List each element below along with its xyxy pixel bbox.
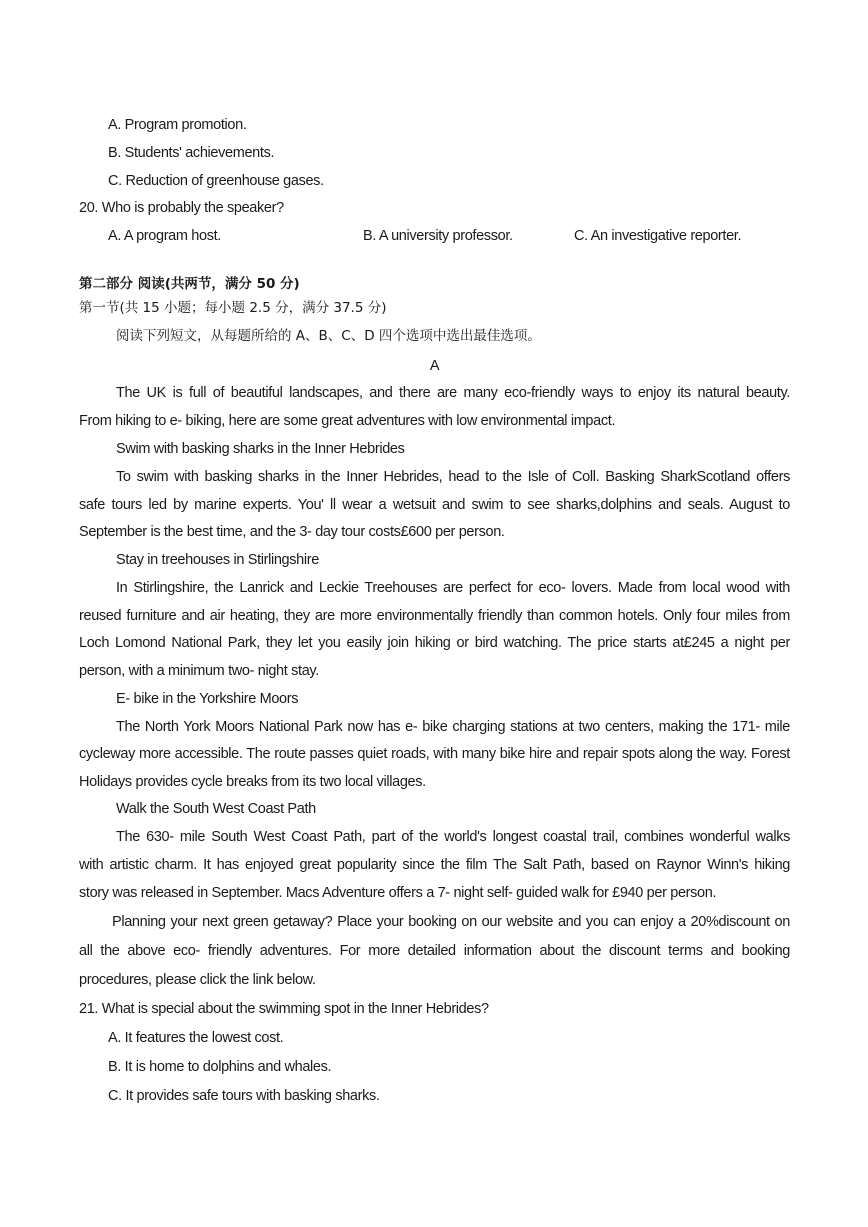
q20-option-b: B. A university professor. (363, 228, 513, 244)
section1-heading: 第一节(共 15 小题；每小题 2.5 分，满分 37.5 分) (79, 300, 387, 316)
passage-label: A (429, 358, 440, 374)
swim-para-line-1: To swim with basking sharks in the Inner Hebrides, head to the Isle of Coll. Basking SharkScotland offers (116, 469, 790, 485)
q19-option-c: C. Reduction of greenhouse gases. (108, 173, 324, 189)
q20-option-c: C. An investigative reporter. (574, 228, 742, 244)
treehouse-para-line-1: In Stirlingshire, the Lanrick and Leckie Treehouses are perfect for eco- lovers. Made from local wood with (116, 580, 790, 596)
swim-para-line-3: September is the best time, and the 3- day tour costs£600 per person. (79, 524, 505, 540)
passage-intro-line-1: The UK is full of beautiful landscapes, and there are many eco-friendly ways to enjoy its natural beauty. (116, 385, 790, 401)
coast-para-line-1: The 630- mile South West Coast Path, part of the world's longest coastal trail, combines wonderful walks (116, 829, 790, 845)
subheading-coast-path: Walk the South West Coast Path (116, 801, 316, 817)
closing-para-line-1: Planning your next green getaway? Place your booking on our website and you can enjoy a 20%discount on (112, 914, 790, 930)
q19-option-b: B. Students' achievements. (108, 145, 275, 161)
ebike-para-line-1: The North York Moors National Park now has e- bike charging stations at two centers, making the 171- mile (116, 719, 790, 735)
ebike-para-line-3: Holidays provides cycle breaks from its two local villages. (79, 774, 426, 790)
swim-para-line-2: safe tours led by marine experts. You' ll wear a wetsuit and swim to see sharks,dolphins and seals. August to (79, 497, 790, 513)
q19-option-a: A. Program promotion. (108, 117, 247, 133)
treehouse-para-line-4: person, with a minimum two- night stay. (79, 663, 319, 679)
q20-question: 20. Who is probably the speaker? (79, 200, 284, 216)
part2-title: 第二部分 阅读(共两节，满分 50 分) (79, 276, 300, 292)
q21-option-b: B. It is home to dolphins and whales. (108, 1059, 332, 1075)
closing-para-line-2: all the above eco- friendly adventures. For more detailed information about the discount terms and booking (79, 943, 790, 959)
coast-para-line-3: story was released in September. Macs Adventure offers a 7- night self- guided walk for £940 per person. (79, 885, 717, 901)
q21-question: 21. What is special about the swimming spot in the Inner Hebrides? (79, 1001, 489, 1017)
reading-instruction: 阅读下列短文，从每题所给的 A、B、C、D 四个选项中选出最佳选项。 (116, 328, 541, 344)
closing-para-line-3: procedures, please click the link below. (79, 972, 316, 988)
coast-para-line-2: with artistic charm. It has enjoyed great popularity since the film The Salt Path, based on Raynor Winn's hiking (79, 857, 790, 873)
subheading-swim: Swim with basking sharks in the Inner Hebrides (116, 441, 405, 457)
passage-intro-line-2: From hiking to e- biking, here are some great adventures with low environmental impact. (79, 413, 616, 429)
q21-option-a: A. It features the lowest cost. (108, 1030, 284, 1046)
ebike-para-line-2: cycleway more accessible. The route passes quiet roads, with many bike hire and repair spots along the way. Forest (79, 746, 790, 762)
q21-option-c: C. It provides safe tours with basking sharks. (108, 1088, 380, 1104)
treehouse-para-line-2: reused furniture and air heating, they are more environmentally friendly than common hotels. Only four miles from (79, 608, 790, 624)
subheading-ebike: E- bike in the Yorkshire Moors (116, 691, 299, 707)
subheading-treehouses: Stay in treehouses in Stirlingshire (116, 552, 319, 568)
q20-option-a: A. A program host. (108, 228, 221, 244)
treehouse-para-line-3: Loch Lomond National Park, they let you easily join hiking or bird watching. The price starts at£245 a night per (79, 635, 790, 651)
